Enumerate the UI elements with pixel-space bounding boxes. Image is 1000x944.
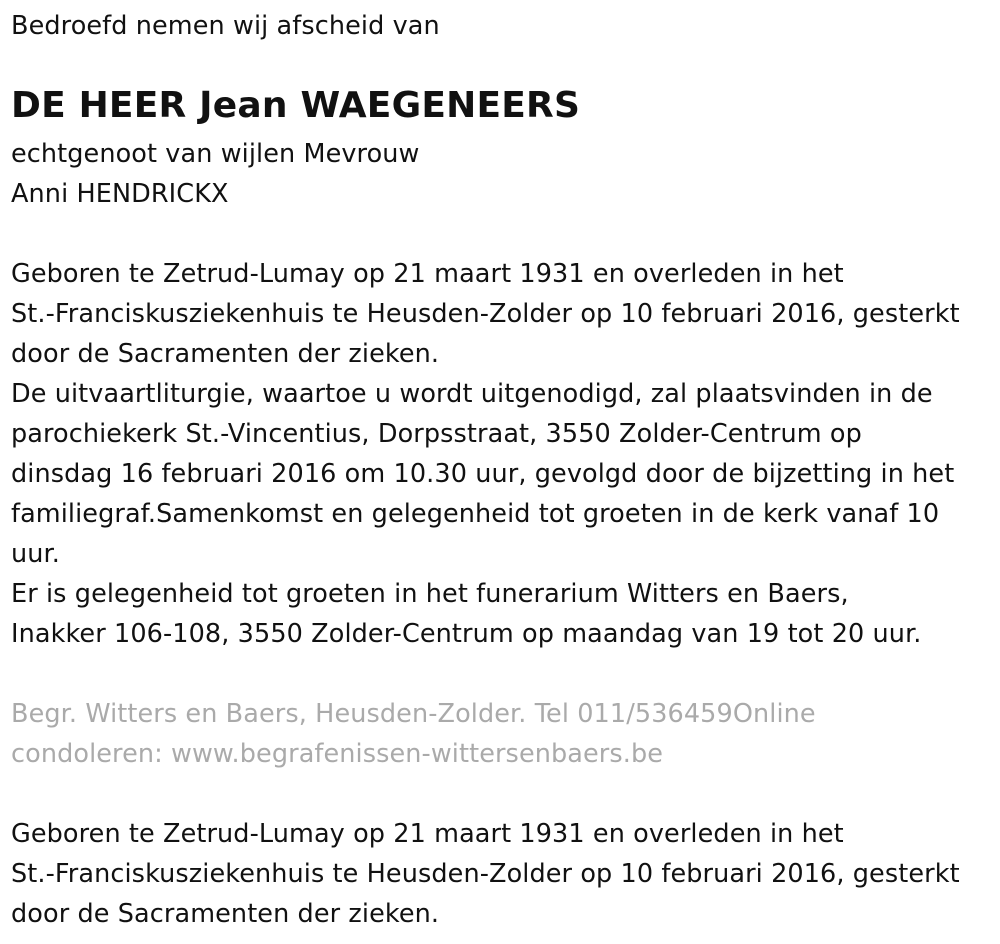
footer-line: condoleren: www.begrafenissen-wittersenbaers.be <box>11 739 664 769</box>
footer-line: Begr. Witters en Baers, Heusden-Zolder. Tel 011/536459Online <box>11 699 816 729</box>
text-line: familiegraf.Samenkomst en gelegenheid tot groeten in de kerk vanaf 10 <box>11 499 940 529</box>
text-line: Inakker 106-108, 3550 Zolder-Centrum op maandag van 19 tot 20 uur. <box>11 619 922 649</box>
main-text-block <box>11 254 960 654</box>
spouse-line: echtgenoot van wijlen Mevrouw <box>11 139 420 169</box>
spouse-block <box>11 134 419 214</box>
text-line: Er is gelegenheid tot groeten in het funerarium Witters en Baers, <box>11 579 849 609</box>
text-line: Geboren te Zetrud-Lumay op 21 maart 1931 en overleden in het <box>11 259 844 289</box>
spouse-line: Anni HENDRICKX <box>11 179 229 209</box>
text-line: uur. <box>11 539 60 569</box>
text-line: St.-Franciskusziekenhuis te Heusden-Zolder op 10 februari 2016, gesterkt <box>11 859 960 889</box>
repeated-text-block <box>11 814 960 934</box>
text-line: Geboren te Zetrud-Lumay op 21 maart 1931 en overleden in het <box>11 819 844 849</box>
text-line: door de Sacramenten der zieken. <box>11 899 440 929</box>
text-line: door de Sacramenten der zieken. <box>11 339 440 369</box>
text-line: St.-Franciskusziekenhuis te Heusden-Zolder op 10 februari 2016, gesterkt <box>11 299 960 329</box>
text-line: De uitvaartliturgie, waartoe u wordt uitgenodigd, zal plaatsvinden in de <box>11 379 933 409</box>
intro-text: Bedroefd nemen wij afscheid van <box>11 11 440 41</box>
funeral-home-footer <box>11 694 816 774</box>
text-line: parochiekerk St.-Vincentius, Dorpsstraat, 3550 Zolder-Centrum op <box>11 419 862 449</box>
deceased-name: DE HEER Jean WAEGENEERS <box>11 85 581 126</box>
text-line: dinsdag 16 februari 2016 om 10.30 uur, gevolgd door de bijzetting in het <box>11 459 955 489</box>
